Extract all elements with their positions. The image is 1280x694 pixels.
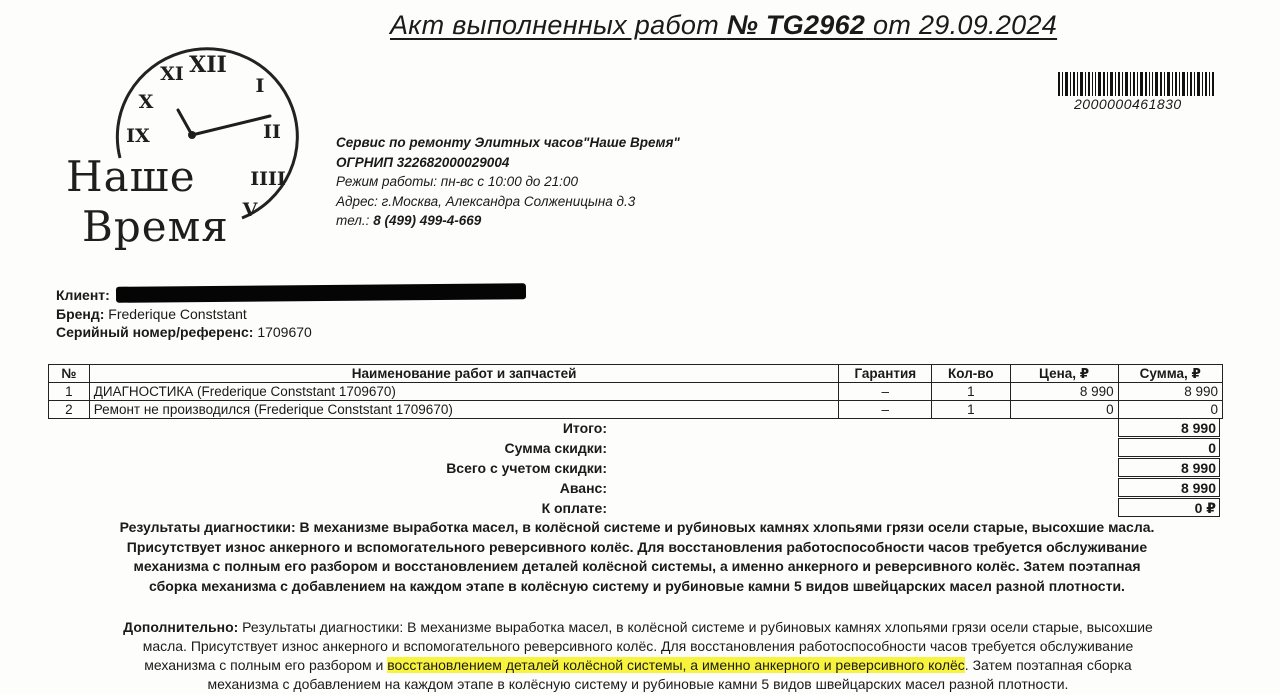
document-number: № TG2962 [726, 10, 866, 40]
table-row [49, 383, 1223, 401]
extra-line [58, 618, 1218, 637]
svg-text:II: II [263, 121, 281, 143]
company-info [336, 133, 680, 231]
extra-text: Результаты диагностики: В механизме выработка масел, в колёсной системе и рубиновых камнях хлопьями грязи осели старые, высохшие [238, 619, 1153, 635]
header-no: № [49, 365, 90, 383]
row-sum: 8 990 [1118, 383, 1222, 401]
total-label: Всего с учетом скидки: [446, 460, 607, 476]
svg-text:IIII: IIII [250, 168, 286, 190]
logo-word-1: Наше [66, 152, 196, 201]
total-label: Итого: [562, 420, 607, 436]
company-hours: Режим работы: пн-вс с 10:00 до 21:00 [336, 174, 578, 189]
row-qty: 1 [932, 383, 1010, 401]
document-date: от 29.09.2024 [873, 10, 1058, 40]
extra-line: механизма с добавлением на каждом этапе в колёсную систему и рубиновые камни 5 видов швейцарских масел разной плотности. [207, 676, 1069, 692]
row-warranty: – [839, 383, 932, 401]
redacted-client-name [116, 283, 526, 303]
total-value: 0 ₽ [1118, 498, 1220, 517]
row-name: ДИАГНОСТИКА (Frederique Conststant 1709670) [89, 383, 839, 401]
total-label: Сумма скидки: [504, 440, 607, 456]
row-no: 2 [49, 401, 90, 419]
company-ogrn: ОГРНИП 322682000029004 [336, 154, 510, 170]
client-label: Клиент: [56, 287, 110, 303]
extra-line: масла. Присутствует износ анкерного и вспомогательного реверсивного колёс. Для восстановления работоспособности часов требуется обслуживание [142, 638, 1134, 654]
total-value: 8 990 [1118, 478, 1220, 497]
company-phone: 8 (499) 499-4-669 [373, 213, 482, 228]
svg-text:I: I [255, 75, 265, 97]
svg-text:XI: XI [160, 63, 184, 85]
company-address: Адрес: г.Москва, Александра Солженицына д.3 [336, 193, 636, 209]
row-warranty: – [839, 401, 932, 419]
logo-word-2: Время [82, 202, 229, 251]
extra-line [58, 656, 1218, 675]
table-header-row [49, 365, 1223, 383]
header-price: Цена, ₽ [1010, 365, 1118, 383]
additional-notes [58, 618, 1218, 694]
header-qty: Кол-во [932, 365, 1010, 383]
serial-value: 1709670 [257, 324, 312, 340]
extra-label: Дополнительно: [123, 619, 239, 635]
row-price: 0 [1010, 401, 1118, 419]
row-price: 8 990 [1010, 383, 1118, 401]
row-sum: 0 [1118, 401, 1222, 419]
results-line: сборка механизма с добавлением на каждом этапе в колёсную систему и рубиновые камни 5 видов швейцарских масел разной плотности. [149, 577, 1125, 594]
table-row [49, 401, 1223, 419]
svg-text:X: X [138, 91, 154, 113]
document-title [390, 10, 1057, 41]
brand-value: Frederique Conststant [108, 305, 247, 322]
row-no: 1 [49, 383, 90, 401]
phone-label: тел.: [336, 213, 370, 228]
total-value: 8 990 [1118, 418, 1220, 437]
svg-text:V: V [242, 199, 258, 221]
company-name: Сервис по ремонту Элитных часов"Наше Время" [336, 135, 680, 150]
extra-text: механизма с полным его разбором и [144, 657, 388, 673]
total-value: 0 [1118, 438, 1220, 457]
barcode-icon [1058, 72, 1214, 96]
company-phone-line [336, 211, 680, 231]
highlighted-text: восстановлением деталей колёсной системы, а именно анкерного и реверсивного колёс [387, 657, 965, 673]
total-label: К оплате: [541, 500, 607, 516]
total-value: 8 990 [1118, 458, 1220, 477]
works-table [48, 364, 1223, 419]
results-line: Присутствует износ анкерного и вспомогательного реверсивного колёс. Для восстановления работоспособности часов требуется обслуживание [126, 538, 1148, 555]
svg-text:XII: XII [189, 52, 227, 78]
title-prefix: Акт выполненных работ [390, 10, 720, 40]
serial-label: Серийный номер/референс: [56, 324, 254, 340]
row-name: Ремонт не производился (Frederique Conststant 1709670) [89, 401, 839, 419]
svg-text:IX: IX [126, 125, 150, 147]
header-sum: Сумма, ₽ [1118, 365, 1222, 383]
extra-text: . Затем поэтапная сборка [964, 657, 1132, 673]
results-line: Результаты диагностики: В механизме выработка масел, в колёсной системе и рубиновых камнях хлопьями грязи осели старые, высохшие масла. [119, 519, 1155, 535]
row-qty: 1 [932, 401, 1010, 419]
header-warranty: Гарантия [839, 365, 932, 383]
header-name: Наименование работ и запчастей [89, 365, 839, 383]
brand-label: Бренд: [56, 305, 105, 322]
diagnostic-results [52, 518, 1222, 596]
total-label: Аванс: [559, 480, 607, 496]
results-line: механизма с полным его разбором и восстановлением деталей колёсной системы, а именно анкерного и реверсивного колёс. Затем поэтапная [133, 558, 1141, 574]
barcode-number: 2000000461830 [1074, 96, 1182, 112]
